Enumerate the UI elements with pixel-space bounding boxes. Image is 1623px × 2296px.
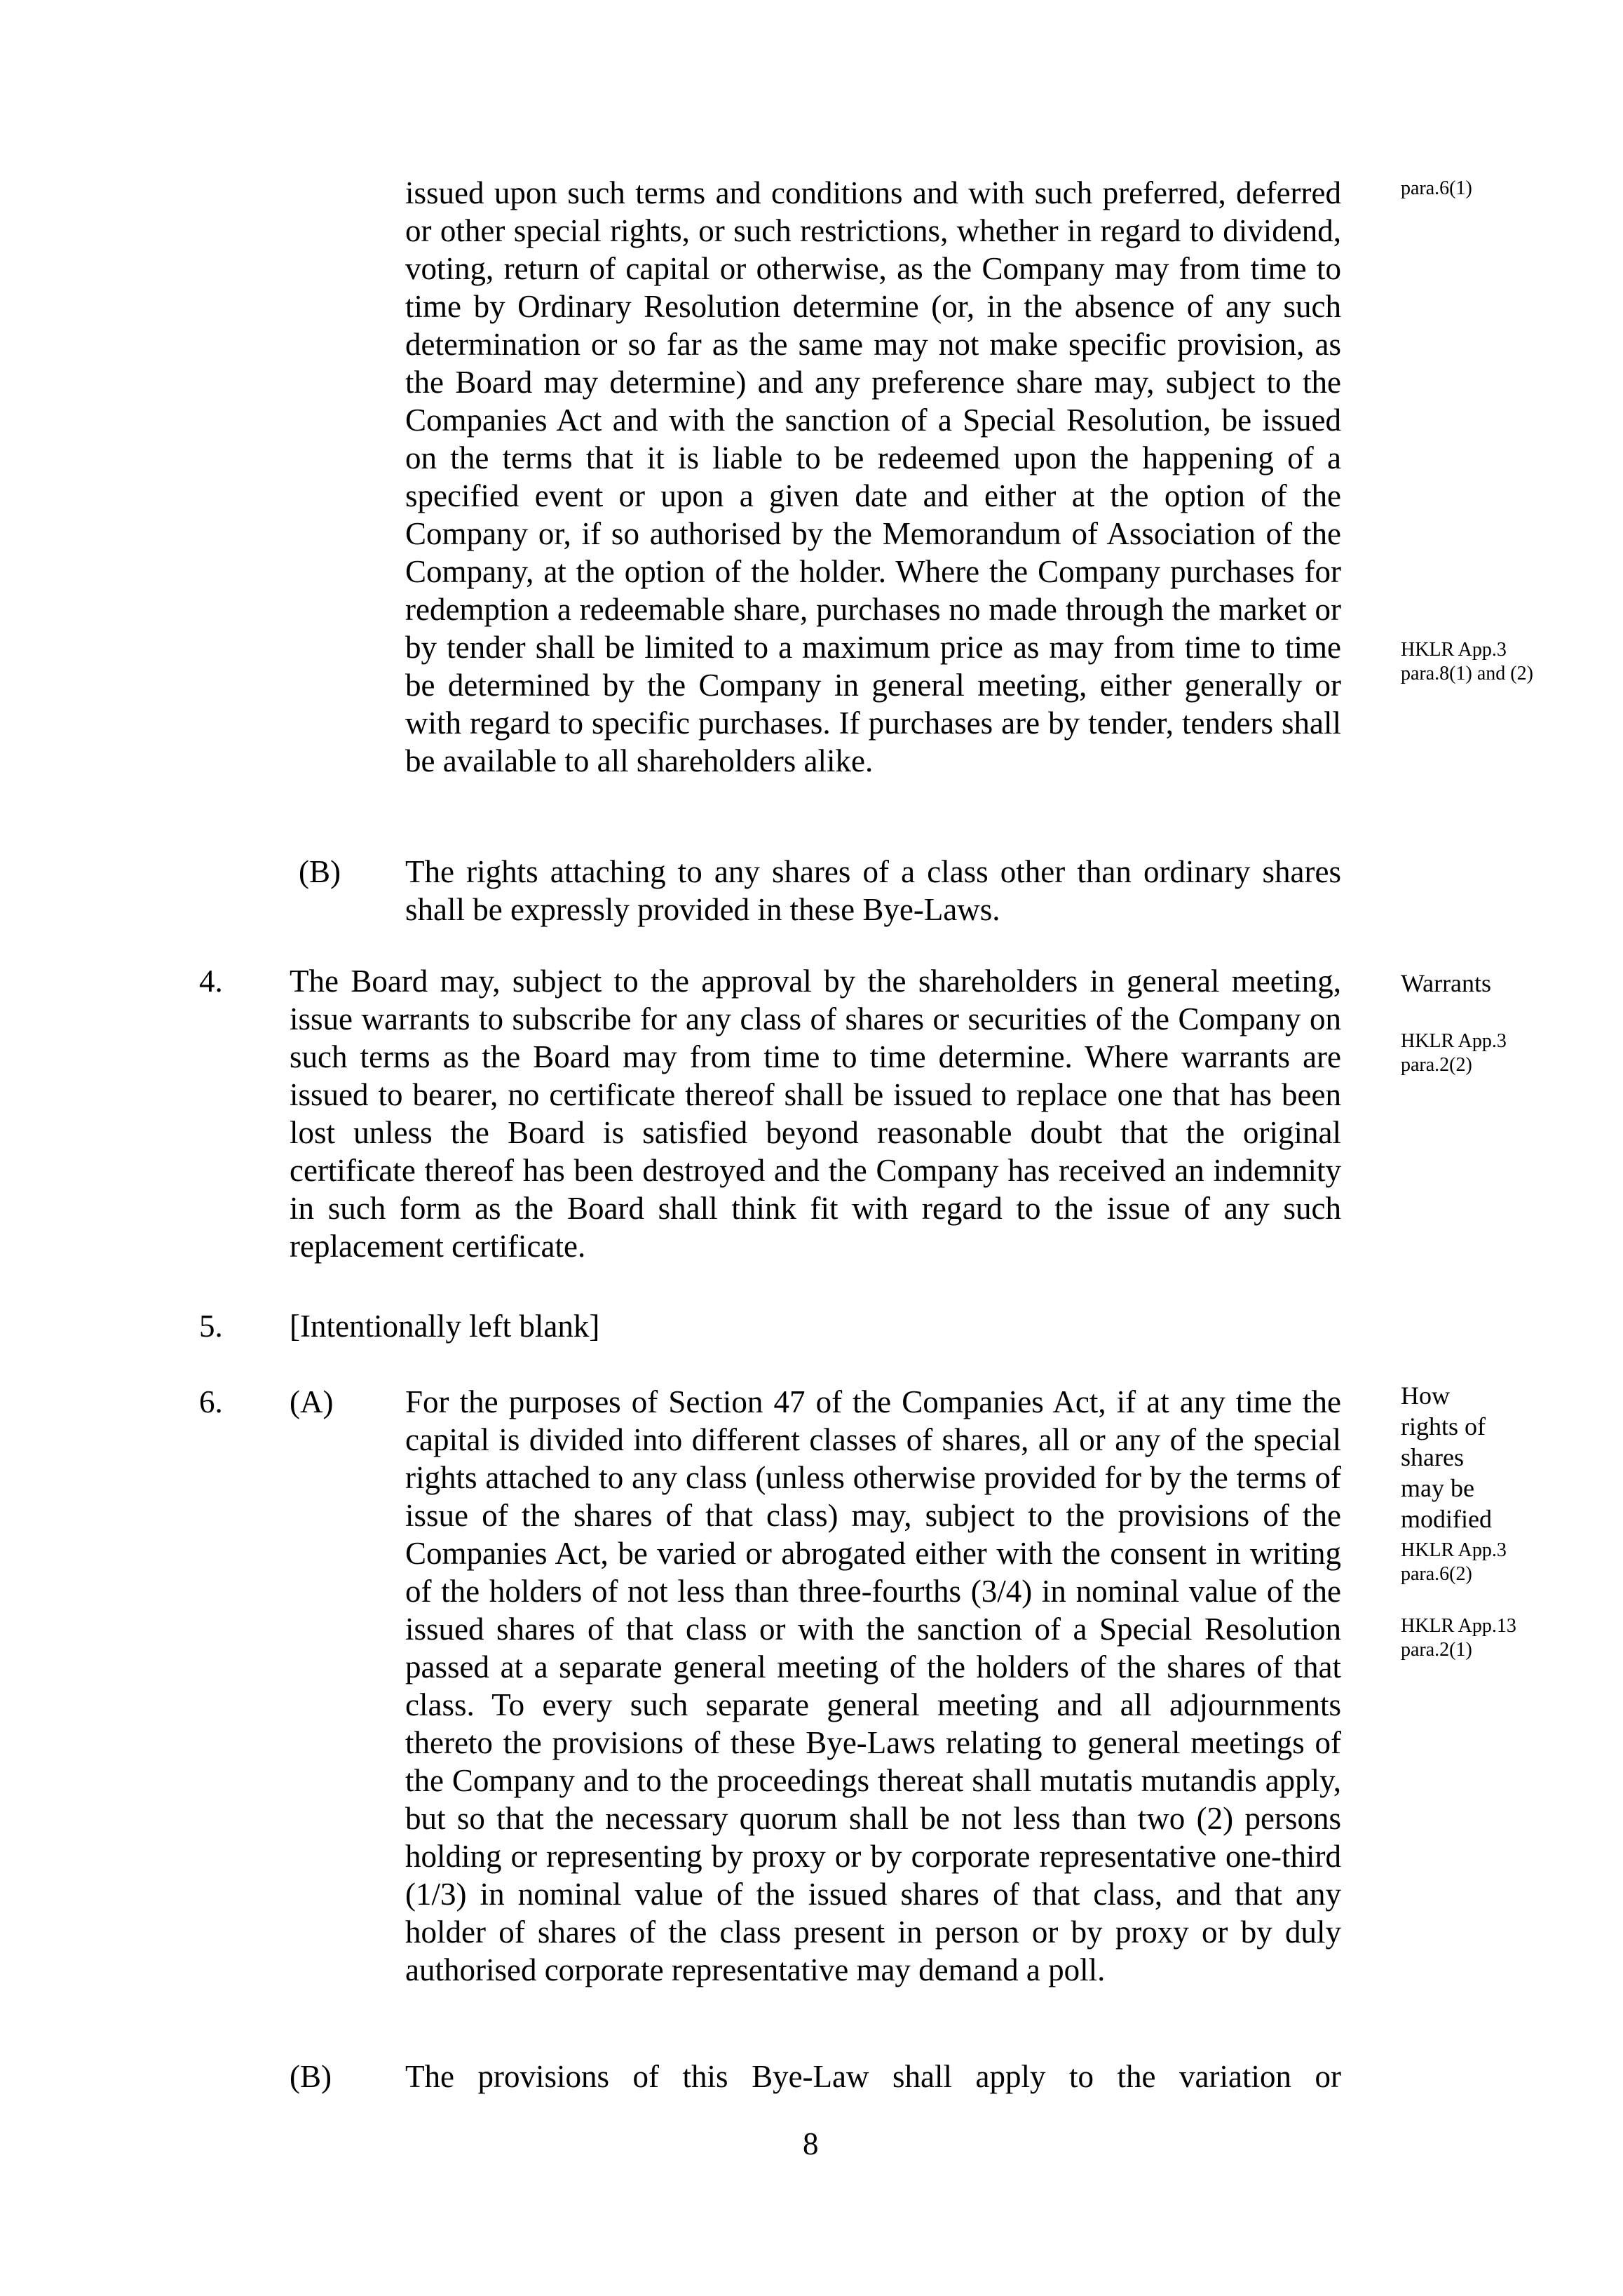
margin-note-warrants: Warrants <box>1401 969 1492 997</box>
clause-3b-label: (B) <box>299 854 341 889</box>
clause-6a-text: For the purposes of Section 47 of the Companies Act, if at any time the capital is divided into different classes of shares, all or any of the special rights attached to any class (unless otherwise provided for by the terms of issue of the shares of that class) may, subject to the provisions of the Companies Act, be varied or abrogated either with the consent in writing of the holders of not less than three-fourths (3/4) in nominal value of the issued shares of that class or with the sanction of a Special Resolution passed at a separate general meeting of the holders of the shares of that class. To every such separate general meeting and all adjournments thereto the provisions of these Bye-Laws relating to general meetings of the Company and to the proceedings thereat shall mutatis mutandis apply, but so that the necessary quorum shall be not less than two (2) persons holding or representing by proxy or by corporate representative one-third (1/3) in nominal value of the issued shares of that class, and that any holder of shares of the class present in person or by proxy or by duly authorised corporate representative may demand a poll. <box>405 1384 1341 1987</box>
margin-note-hklr-app3-para8: HKLR App.3 para.8(1) and (2) <box>1401 639 1533 684</box>
margin-note-how-rights: How rights of shares may be modified <box>1401 1382 1492 1533</box>
clause-5-number: 5. <box>199 1309 223 1344</box>
page-number: 8 <box>803 2126 819 2161</box>
clause-6b-label: (B) <box>290 2059 332 2094</box>
clause-6a-label: (A) <box>290 1384 334 1419</box>
margin-note-hklr-app3-para6-2: HKLR App.3 para.6(2) <box>1401 1539 1507 1585</box>
clause-6-number: 6. <box>199 1384 223 1419</box>
margin-note-hklr-app3-para2: HKLR App.3 para.2(2) <box>1401 1030 1507 1076</box>
clause-4-text: The Board may, subject to the approval by the shareholders in general meeting, issue warrants to subscribe for any class of shares or securities of the Company on such terms as the Board may from time to time determine. Where warrants are issued to bearer, no certificate thereof shall be issued to replace one that has been lost unless the Board is satisfied beyond reasonable doubt that the original certificate thereof has been destroyed and the Company has received an indemnity in such form as the Board shall think fit with regard to the issue of any such replacement certificate. <box>290 964 1341 1264</box>
clause-3b-text: The rights attaching to any shares of a class other than ordinary shares shall be expressly provided in these Bye-Laws. <box>405 854 1341 927</box>
clause-5-text: [Intentionally left blank] <box>290 1309 600 1344</box>
margin-note-para6-1: para.6(1) <box>1401 177 1472 199</box>
clause-6b-text: The provisions of this Bye-Law shall apply to the variation or <box>405 2059 1341 2094</box>
margin-note-hklr-app13-para2: HKLR App.13 para.2(1) <box>1401 1615 1516 1661</box>
continuation-paragraph: issued upon such terms and conditions and with such preferred, deferred or other special rights, or such restrictions, whether in regard to dividend, voting, return of capital or otherwise, as the Company may from time to time by Ordinary Resolution determine (or, in the absence of any such determination or so far as the same may not make specific provision, as the Board may determine) and any preference share may, subject to the Companies Act and with the sanction of a Special Resolution, be issued on the terms that it is liable to be redeemed upon the happening of a specified event or upon a given date and either at the option of the Company or, if so authorised by the Memorandum of Association of the Company, at the option of the holder. Where the Company purchases for redemption a redeemable share, purchases no made through the market or by tender shall be limited to a maximum price as may from time to time be determined by the Company in general meeting, either generally or with regard to specific purchases. If purchases are by tender, tenders shall be available to all shareholders alike. <box>405 175 1341 778</box>
clause-4-number: 4. <box>199 964 223 999</box>
